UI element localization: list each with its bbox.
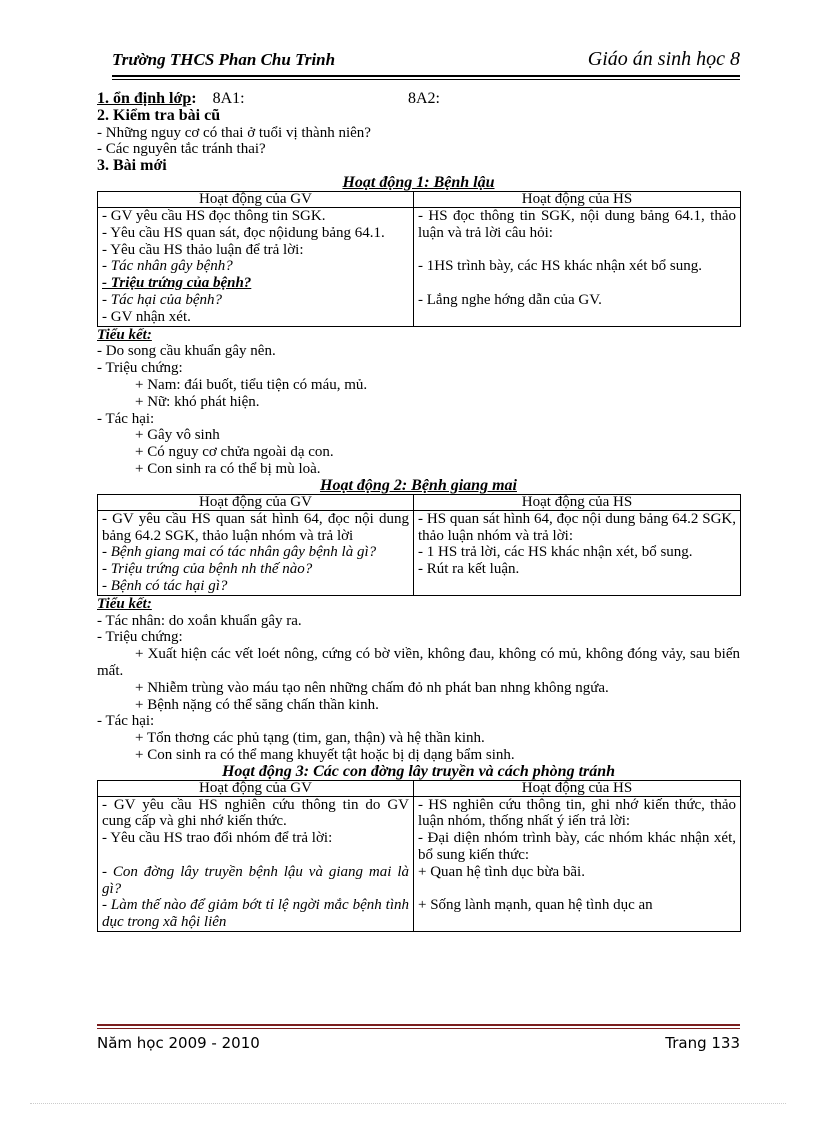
col-header-hs: Hoạt động của HS: [414, 191, 741, 207]
summary-line: + Tổn thơng các phủ tạng (tim, gan, thận) và hệ thần kinh.: [135, 730, 485, 747]
footer-rule-thick: [97, 1024, 740, 1026]
summary-line: + Con sinh ra có thể mang khuyết tật hoặc bị dị dạng bẩm sinh.: [135, 746, 515, 763]
activity-2-title: Hoạt động 2: Bệnh giang mai: [320, 476, 517, 494]
summary-line: - Triệu chứng:: [97, 629, 183, 646]
gv-question: - Bệnh giang mai có tác nhân gây bệnh là gì?: [102, 544, 377, 561]
col-header-hs: Hoạt động của HS: [414, 780, 741, 796]
gv-question: - Triệu trứng của bệnh nh thế nào?: [102, 561, 313, 578]
summary-line: - Tác hại:: [97, 713, 155, 730]
school-name: Trường THCS Phan Chu Trinh: [112, 50, 336, 69]
gv-line: - Yêu cầu HS quan sát, đọc nộidung bảng 64.1.: [102, 224, 385, 241]
summary-line: + Nữ: khó phát hiện.: [135, 393, 260, 410]
review-question-2: - Các nguyên tắc tránh thai?: [97, 141, 266, 158]
school-year: Năm học 2009 - 2010: [97, 1034, 260, 1052]
summary-2-label: Tiểu kết:: [97, 595, 152, 612]
section-1-colon: :: [191, 90, 197, 107]
hs-line: - Lắng nghe hớng dẫn của GV.: [418, 291, 602, 308]
subject-title: Giáo án sinh học 8: [587, 48, 740, 70]
student-activities: [414, 510, 741, 595]
section-1: [97, 91, 740, 108]
summary-line: + Bệnh nặng có thể săng chấn thần kinh.: [135, 696, 379, 713]
summary-line: + Nhiễm trùng vào máu tạo nên những chấm đỏ nh phát ban nhng không ngứa.: [135, 679, 609, 696]
page-bottom-border: [30, 1103, 786, 1104]
summary-line: - Triệu chứng:: [97, 360, 183, 377]
review-question-1: - Những nguy cơ có thai ở tuổi vị thành niên?: [97, 124, 371, 141]
gv-question: - Tác nhân gây bệnh?: [102, 258, 233, 275]
class-8a2: 8A2:: [408, 90, 440, 107]
hs-line: - 1 HS trả lời, các HS khác nhận xét, bổ sung.: [418, 544, 693, 561]
hs-line: - HS đọc thông tin SGK, nội dung bảng 64.1, thảo luận và trả lời câu hỏi:: [418, 207, 736, 241]
header-rule-thick: [112, 75, 740, 77]
col-header-hs: Hoạt động của HS: [414, 494, 741, 510]
hs-line: + Quan hệ tình dục bừa bãi.: [418, 863, 585, 880]
teacher-activities: [98, 796, 414, 931]
hs-line: - Đại diện nhóm trình bày, các nhóm khác nhận xét, bổ sung kiến thức:: [418, 830, 736, 864]
teacher-activities: [98, 510, 414, 595]
summary-1-label: Tiểu kết:: [97, 326, 152, 343]
summary-line: + Con sinh ra có thể bị mù loà.: [135, 460, 321, 477]
section-1-label: 1. ổn định lớp: [97, 90, 192, 107]
gv-line: - GV yêu cầu HS đọc thông tin SGK.: [102, 207, 326, 224]
hs-line: - HS quan sát hình 64, đọc nội dung bảng 64.2 SGK, thảo luận nhóm và trả lời:: [418, 510, 736, 544]
header-rule-thin: [112, 79, 740, 80]
lesson-content: [97, 91, 740, 932]
summary-line: + Gây vô sinh: [135, 427, 220, 444]
gv-question: - Con đờng lây truyền bệnh lậu và giang mai là gì?: [102, 863, 409, 897]
student-activities: [414, 207, 741, 326]
gv-question: - Triệu trứng của bệnh?: [102, 275, 252, 292]
gv-line: - Yêu cầu HS trao đổi nhóm để trả lời:: [102, 830, 333, 847]
hs-line: - HS nghiên cứu thông tin, ghi nhớ kiến thức, thảo luận nhóm, thống nhất ý iến trả lời:: [418, 796, 736, 830]
teacher-activities: [98, 207, 414, 326]
summary-line: + Nam: đái buốt, tiểu tiện có máu, mủ.: [135, 376, 368, 393]
col-header-gv: Hoạt động của GV: [98, 191, 414, 207]
summary-line: + Xuất hiện các vết loét nông, cứng có bờ viền, không đau, không có mủ, không đóng vảy, sau biến mất.: [97, 646, 740, 679]
summary-line: + Có nguy cơ chửa ngoài dạ con.: [135, 444, 334, 461]
hs-line: - 1HS trình bày, các HS khác nhận xét bổ sung.: [418, 258, 702, 275]
activity-1-title: Hoạt động 1: Bệnh lậu: [342, 173, 495, 191]
summary-line: - Tác hại:: [97, 410, 155, 427]
summary-line: - Do song cầu khuẩn gây nên.: [97, 343, 276, 360]
activity-3-table: [97, 780, 741, 932]
col-header-gv: Hoạt động của GV: [98, 780, 414, 796]
gv-line: - GV nhận xét.: [102, 308, 191, 325]
hs-line: - Rút ra kết luận.: [418, 561, 520, 578]
gv-question: - Bệnh có tác hại gì?: [102, 577, 228, 594]
hs-line: + Sống lành mạnh, quan hệ tình dục an: [418, 897, 653, 914]
footer-rule-thin: [97, 1028, 740, 1029]
section-2: 2. Kiểm tra bài cũ: [97, 106, 221, 124]
activity-1-table: [97, 191, 741, 327]
col-header-gv: Hoạt động của GV: [98, 494, 414, 510]
gv-question: - Tác hại của bệnh?: [102, 291, 222, 308]
section-3: 3. Bài mới: [97, 157, 167, 175]
gv-line: - GV yêu cầu HS quan sát hình 64, đọc nội dung bảng 64.2 SGK, thảo luận nhóm và trả lời: [102, 510, 409, 544]
gv-line: - Yêu cầu HS thảo luận để trả lời:: [102, 241, 304, 258]
gv-question: - Làm thế nào để giảm bớt tỉ lệ ngời mắc bệnh tình dục trong xã hội liên: [102, 897, 409, 931]
summary-line: - Tác nhân: do xoắn khuẩn gây ra.: [97, 612, 302, 629]
activity-2-table: [97, 494, 741, 596]
student-activities: [414, 796, 741, 931]
page-number: Trang 133: [665, 1034, 740, 1052]
class-8a1: 8A1:: [212, 90, 245, 107]
gv-line: - GV yêu cầu HS nghiên cứu thông tin do GV cung cấp và ghi nhớ kiến thức.: [102, 796, 409, 830]
activity-3-title: Hoạt động 3: Các con đờng lây truyền và cách phòng tránh: [221, 762, 616, 780]
